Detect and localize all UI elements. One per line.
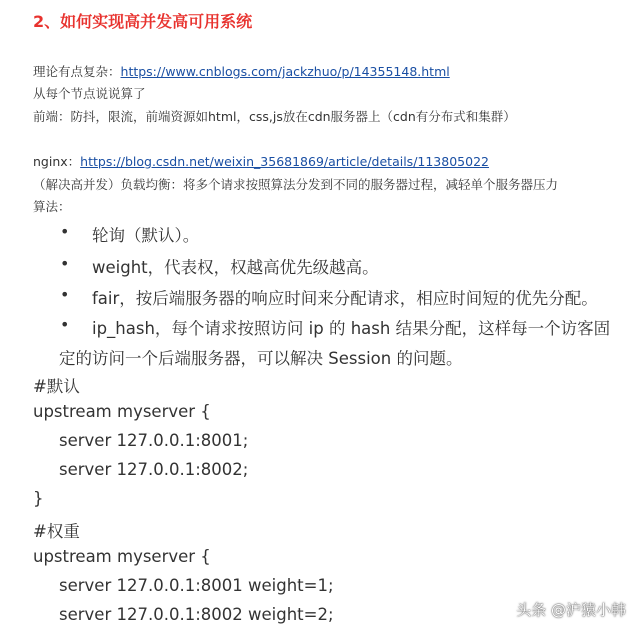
code-line: upstream myserver {: [33, 547, 211, 566]
bullet-icon: •: [60, 285, 70, 304]
code-line: server 127.0.0.1:8001 weight=1;: [59, 576, 334, 595]
code-line: upstream myserver {: [33, 402, 211, 421]
intro-line-2: 从每个节点说说算了: [33, 86, 146, 101]
code-line: server 127.0.0.1:8002;: [59, 460, 249, 479]
bullet-icon: •: [60, 315, 70, 334]
code-line: server 127.0.0.1:8002 weight=2;: [59, 605, 334, 624]
code-comment: #默认: [33, 377, 80, 396]
watermark: 头条 @沪猿小韩: [516, 601, 626, 619]
nginx-line: [33, 152, 489, 170]
algorithm-item-continuation: 定的访问一个后端服务器，可以解决 Session 的问题。: [59, 349, 463, 368]
algorithm-item: weight，代表权，权越高优先级越高。: [92, 258, 379, 277]
csdn-link[interactable]: https://blog.csdn.net/weixin_35681869/article/details/113805022: [80, 154, 489, 169]
frontend-line: 前端：防抖，限流，前端资源如html，css,js放在cdn服务器上（cdn有分布式和集群）: [33, 109, 516, 124]
bullet-icon: •: [60, 222, 70, 241]
cnblogs-link[interactable]: https://www.cnblogs.com/jackzhuo/p/14355148.html: [120, 64, 450, 79]
algorithm-item: fair，按后端服务器的响应时间来分配请求，相应时间短的优先分配。: [92, 289, 598, 308]
algorithm-label: 算法：: [33, 199, 71, 214]
intro-label: 理论有点复杂：: [33, 64, 121, 79]
algorithm-item: 轮询（默认）。: [92, 226, 200, 245]
load-balance-desc: （解决高并发）负载均衡：将多个请求按照算法分发到不同的服务器过程，减轻单个服务器压力: [33, 177, 559, 192]
code-comment: #权重: [33, 522, 80, 541]
nginx-label: nginx：: [33, 154, 81, 169]
bullet-icon: •: [60, 254, 70, 273]
algorithm-item: ip_hash，每个请求按照访问 ip 的 hash 结果分配，这样每一个访客固: [92, 319, 611, 338]
code-line: server 127.0.0.1:8001;: [59, 431, 249, 450]
section-heading: 2、如何实现高并发高可用系统: [33, 12, 253, 31]
intro-line: [33, 62, 450, 80]
code-line: }: [33, 489, 44, 508]
